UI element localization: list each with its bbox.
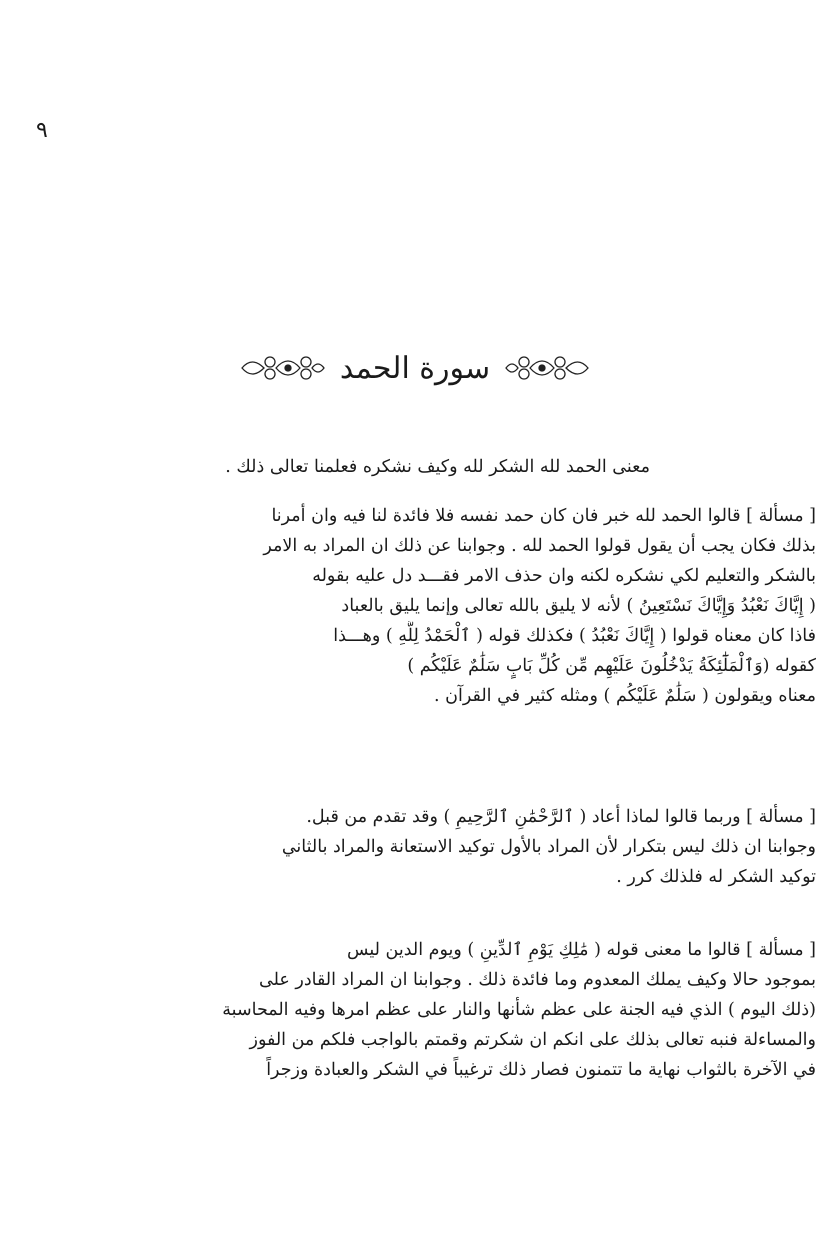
text-line: [ مسألة ] وربما قالوا لماذا أعاد ( ٱلرَّحْمَٰنِ ٱلرَّحِيمِ ) وقد تقدم من قبل. bbox=[306, 807, 816, 827]
paragraph bbox=[14, 802, 816, 892]
text-line: توكيد الشكر له فلذلك كرر . bbox=[616, 867, 816, 887]
paragraph bbox=[14, 501, 816, 711]
left-ornament-icon bbox=[238, 350, 328, 386]
text-line: [ مسألة ] قالوا ما معنى قوله ( مَٰلِكِ يَوْمِ ٱلدِّينِ ) ويوم الدين ليس bbox=[347, 940, 816, 960]
text-line: في الآخرة بالثواب نهاية ما تتمنون فصار ذلك ترغيباً في الشكر والعبادة وزجراً bbox=[266, 1060, 816, 1080]
chapter-title: سورة الحمد bbox=[339, 350, 491, 386]
text-line: معناه ويقولون ( سَلَٰمٌ عَلَيْكُم ) ومثله كثير في القرآن . bbox=[433, 686, 816, 706]
page-number: ٩ bbox=[36, 118, 48, 143]
right-ornament-icon bbox=[502, 350, 592, 386]
text-line: (ذلك اليوم ) الذي فيه الجنة على عظم شأنها والنار على عظم امرها وفيه المحاسبة bbox=[222, 1000, 816, 1020]
intro-line bbox=[225, 452, 650, 482]
text-line: [ مسألة ] قالوا الحمد لله خبر فان كان حمد نفسه فلا فائدة لنا فيه وان أمرنا bbox=[271, 506, 816, 526]
text-line: كقوله (وَٱلْمَلَٰٓئِكَةُ يَدْخُلُونَ عَلَيْهِم مِّن كُلِّ بَابٍ سَلَٰمٌ عَلَيْكُم ) bbox=[407, 656, 816, 676]
text-line: فاذا كان معناه قولوا ( إِيَّاكَ نَعْبُدُ ) فكذلك قوله ( ٱلْحَمْدُ لِلَّهِ ) وهـــذا bbox=[333, 626, 816, 646]
text-line: وجوابنا ان ذلك ليس بتكرار لأن المراد بالأول توكيد الاستعانة والمراد بالثاني bbox=[281, 837, 816, 857]
paragraph bbox=[14, 935, 816, 1085]
text-line: ( إِيَّاكَ نَعْبُدُ وَإِيَّاكَ نَسْتَعِينُ ) لأنه لا يليق بالله تعالى وإنما يليق بالعباد bbox=[341, 596, 816, 616]
text-line: بالشكر والتعليم لكي نشكره لكنه وان حذف الامر فقـــد دل عليه بقوله bbox=[312, 566, 816, 586]
chapter-heading bbox=[0, 350, 830, 386]
text-line: بذلك فكان يجب أن يقول قولوا الحمد لله . وجوابنا عن ذلك ان المراد به الامر bbox=[263, 536, 816, 556]
text-line: معنى الحمد لله الشكر لله وكيف نشكره فعلمنا تعالى ذلك . bbox=[225, 457, 650, 477]
text-line: والمساءلة فنبه تعالى بذلك على انكم ان شكرتم وقمتم بالواجب فلكم من الفوز bbox=[249, 1030, 816, 1050]
text-line: بموجود حالا وكيف يملك المعدوم وما فائدة ذلك . وجوابنا ان المراد القادر على bbox=[258, 970, 816, 990]
